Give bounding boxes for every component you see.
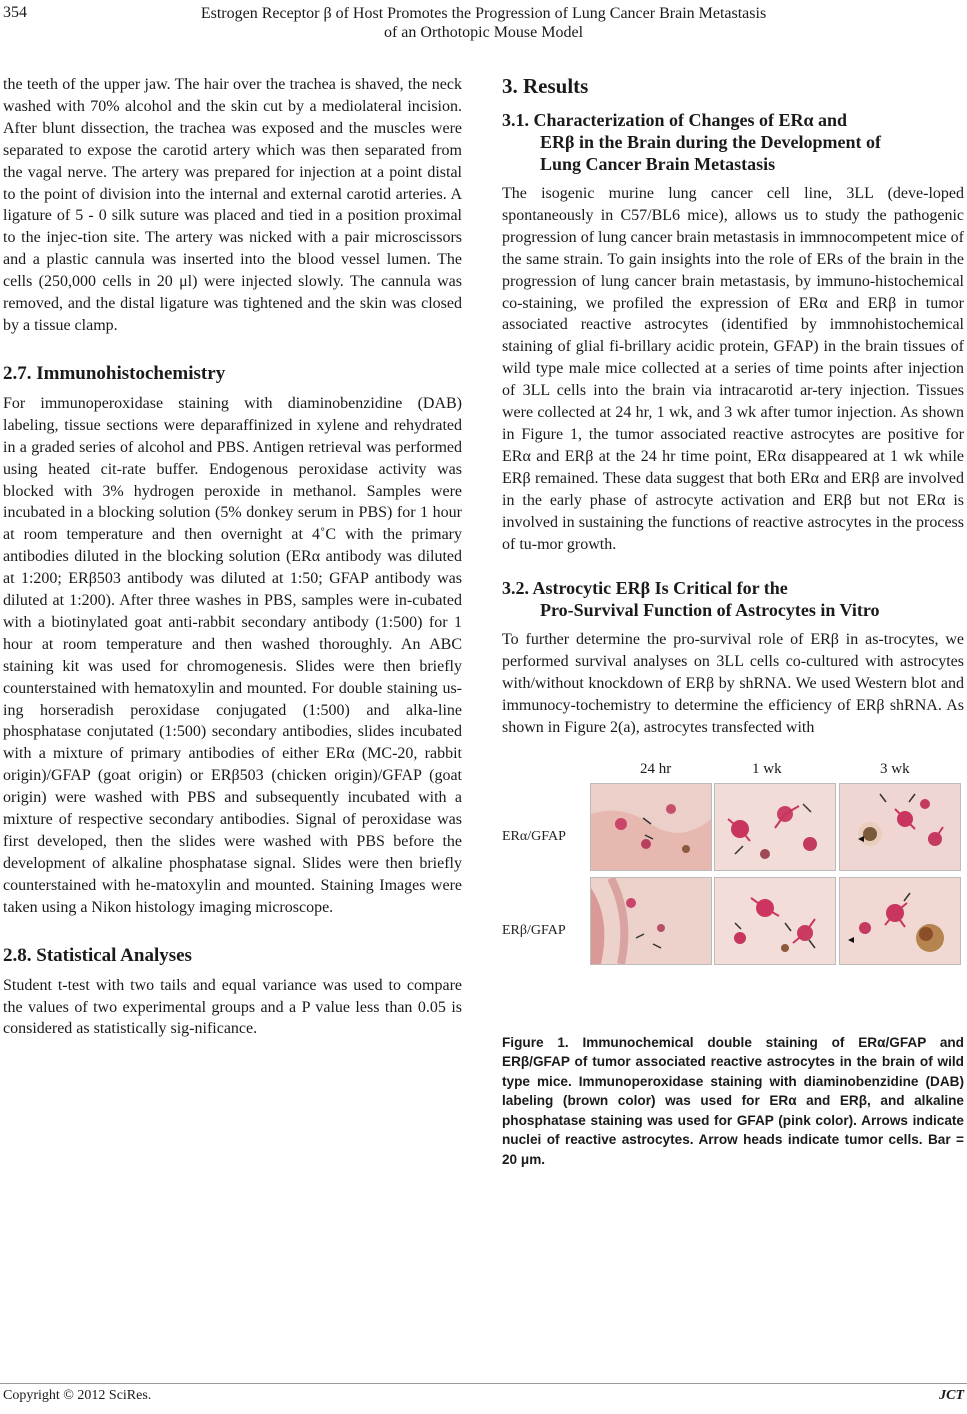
page-number: 354 [3, 4, 27, 21]
running-header-line1: Estrogen Receptor β of Host Promotes the Progression of Lung Cancer Brain Metastasis [200, 5, 767, 22]
paragraph-methods-injection: the teeth of the upper jaw. The hair over the trachea is shaved, the neck washed with 70% alcohol and the skin cut by a mediolateral incision. After blunt dissection, the trachea was exposed and the muscles were separated to expose the carotid artery which was then separated from the vagal nerve. The artery was prepared for injection at a point distal to the point of division into the internal and external carotid arteries. A ligature of 5 - 0 silk suture was placed and tied in a position proximal to the injec-tion site. The artery was nicked with a pair microscissors and a plastic cannula was inserted into the blood vessel lumen. The cells (250,000 cells in 20 μl) were injected slowly. The cannula was removed, and the distal ligature was tightened and the skin was closed by a tissue clamp. [3, 76, 462, 334]
section-2-8-title: 2.8. Statistical Analyses [3, 944, 192, 966]
figure-col-label-24hr: 24 hr [640, 760, 672, 777]
subsection-3-1-line3: Lung Cancer Brain Metastasis [540, 154, 776, 174]
figure-col-label-3wk: 3 wk [880, 760, 910, 777]
paragraph-immunohistochemistry: For immunoperoxidase staining with diaminobenzidine (DAB) labeling, tissue sections were deparaffinized in xylene and rehydrated in a graded series of alcohol and PBS. Antigen retrieval was performed using heated cit-rate buffer. Endogenous peroxidase activity was blocked with 3% hydrogen peroxide in methanol. Samples were incubated in a blocking solution (5% donkey serum in PBS) for 1 hour at room temperature and then overnight at 4˚C with the primary antibodies diluted in the blocking solution (ERα antibody was diluted at 1:200; ERβ503 antibody was diluted at 1:50; GFAP antibody was diluted at 1:200). After three washes in PBS, samples were in-cubated with a biotinylated goat anti-rabbit secondary antibody (1:500) for 1 hour at room temperature and then washed thoroughly. An ABC staining kit was used for chromogenesis. Slides were then briefly counterstained with hematoxylin and mounted. For double staining us-ing horseradish peroxidase conjugated (1:500) and alka-line phosphatase conjutated (1:500) secondary antibodies, slides incubated with a mixture of primary antibodies of either ERα (MC-20, rabbit origin)/GFAP (goat origin) or ERβ503 (chicken origin)/GFAP (goat origin) were washed with PBS and subsequently incubated with a mixture of respective secondary antibodies. Signal of peroxidase was first developed, then the slides were washed with PBS before the development of alkaline phosphatase signal. Slides were then briefly counterstained with he-matoxylin and mounted. Staining Images were taken using a Nikon histology imaging microscope. [3, 394, 462, 916]
running-header-line2: of an Orthotopic Mouse Model [383, 24, 584, 41]
micrograph-erb-24hr [590, 877, 712, 965]
section-3-title: 3. Results [502, 74, 589, 98]
micrograph-era-24hr [590, 783, 712, 871]
section-2-7-title: 2.7. Immunohistochemistry [3, 362, 226, 384]
micrograph-erb-1wk [714, 877, 836, 965]
paragraph-results-3-1: The isogenic murine lung cancer cell line, 3LL (deve-loped spontaneously in C57/BL6 mice), allows us to study the pathogenic progression of lung cancer brain metastasis in immnocompetent mice of the same strain. To gain insights into the role of ERs of the brain in the progression of lung cancer brain metastasis, by immuno-histochemical co-staining, we profiled the expression of ERα and ERβ in tumor associated reactive astrocytes (identified by immnohistochemical staining of glial fi-brillary acidic protein, GFAP) in the brain tissues of wild type male mice collected at a series of time points after injection of 3LL cells into the brain via intracarotid ar-tery injection. Tissues were collected at 24 hr, 1 wk, and 3 wk after tumor injection. As shown in Figure 1, the tumor associated reactive astrocytes are positive for ERα and ERβ at the 24 hr time point, ERα disappeared at 1 wk while ERβ remained. These data suggest that both ERα and ERβ are involved in the early phase of astrocyte activation and ERβ but not ERα is involved in sustaining the functions of reactive astrocytes in the process of tu-mor growth. [502, 185, 964, 553]
copyright: Copyright © 2012 SciRes. [3, 1388, 152, 1403]
figure-1-caption: Figure 1. Immunochemical double staining of ERα/GFAP and ERβ/GFAP of tumor associated reactive astrocytes in the brain of wild type mice. Immunoperoxidase staining with diaminobenzidine (DAB) labeling (brown color) was used for ERα and ERβ, and alkaline phosphatase staining was used for GFAP (pink color). Arrows indicate nuclei of reactive astrocytes. Arrow heads indicate tumor cells. Bar = 20 μm. [502, 1034, 964, 1167]
left-column [3, 74, 462, 1040]
figure-1 [502, 761, 964, 1023]
figure-col-label-1wk: 1 wk [752, 760, 782, 777]
paragraph-results-3-2: To further determine the pro-survival role of ERβ in as-trocytes, we performed survival analyses on 3LL cells co-cultured with astrocytes with/without knockdown of ERβ by shRNA. We used Western blot and immunocy-tochemistry to determine the efficiency of ERβ shRNA. As shown in Figure 2(a), astrocytes transfected with [502, 631, 964, 737]
subsection-3-1-line2: ERβ in the Brain during the Development of [540, 132, 881, 152]
paragraph-statistics: Student t-test with two tails and equal variance was used to compare the values of two experimental groups and a P value less than 0.05 is considered as statistically sig-nificance. [3, 976, 462, 1038]
micrograph-era-3wk [839, 783, 961, 871]
subsection-3-2-title [502, 577, 964, 621]
journal-name: JCT [939, 1388, 964, 1403]
running-header [0, 4, 967, 42]
footer-rule [0, 1383, 967, 1384]
micrograph-erb-3wk [839, 877, 961, 965]
micrograph-era-1wk [714, 783, 836, 871]
figure-row-label-era: ERα/GFAP [502, 828, 566, 844]
figure-row-label-erb: ERβ/GFAP [502, 922, 566, 938]
subsection-3-2-line2: Pro-Survival Function of Astrocytes in Vitro [540, 600, 880, 621]
subsection-3-1-title [502, 109, 964, 175]
subsection-3-1-line1: 3.1. Characterization of Changes of ERα and [502, 110, 848, 130]
right-column [502, 74, 964, 1169]
subsection-3-2-line1: 3.2. Astrocytic ERβ Is Critical for the [502, 578, 788, 599]
